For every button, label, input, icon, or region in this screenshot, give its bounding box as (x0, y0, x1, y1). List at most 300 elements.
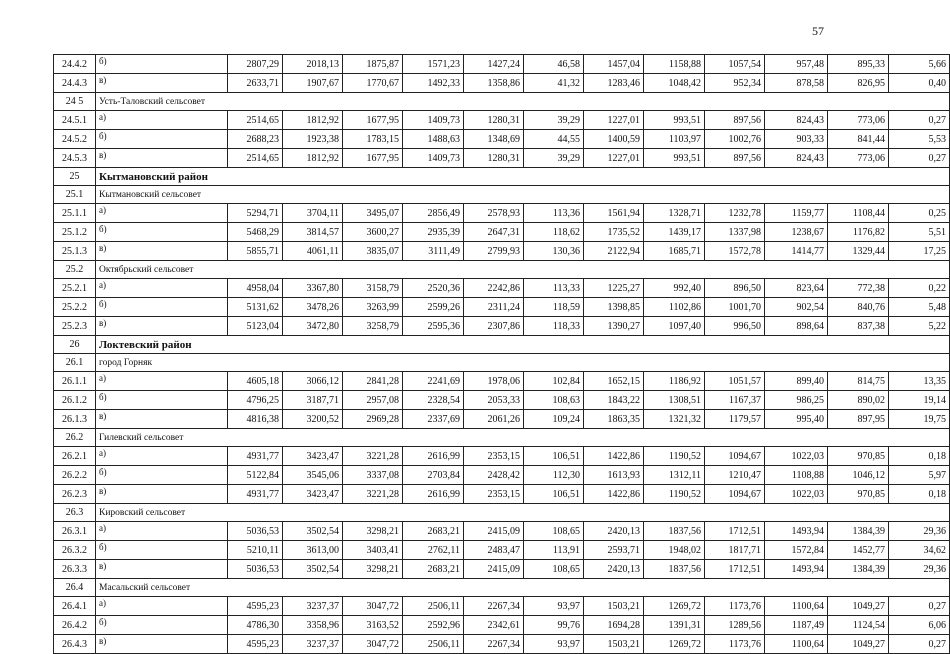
table-cell: 1225,27 (584, 279, 644, 298)
row-code: 25.1.1 (54, 204, 96, 223)
table-cell: 2969,28 (343, 410, 403, 429)
table-cell: 2935,39 (403, 223, 464, 242)
table-row (54, 616, 950, 635)
table-cell: 17,25 (889, 242, 950, 261)
table-cell: 1907,67 (283, 74, 343, 93)
table-cell: 2420,13 (584, 522, 644, 541)
row-code: 26.3 (54, 504, 96, 522)
table-cell: 5,51 (889, 223, 950, 242)
table-cell: 890,02 (828, 391, 889, 410)
table-cell: 2353,15 (464, 447, 524, 466)
table-cell: 0,27 (889, 597, 950, 616)
table-cell: 3835,07 (343, 242, 403, 261)
table-cell: 1048,42 (644, 74, 705, 93)
table-cell: 3358,96 (283, 616, 343, 635)
table-cell: 826,95 (828, 74, 889, 93)
table-cell: 897,56 (705, 149, 765, 168)
row-variant-label: б) (96, 541, 228, 560)
table-cell: 1384,39 (828, 560, 889, 579)
table-cell: 4595,23 (228, 635, 283, 654)
table-row (54, 74, 950, 93)
table-cell: 1227,01 (584, 149, 644, 168)
table-cell: 3613,00 (283, 541, 343, 560)
table-cell: 2514,65 (228, 149, 283, 168)
table-cell: 5122,84 (228, 466, 283, 485)
table-cell: 3263,99 (343, 298, 403, 317)
table-cell: 2337,69 (403, 410, 464, 429)
table-cell: 1561,94 (584, 204, 644, 223)
row-code: 26.2 (54, 429, 96, 447)
table-cell: 1613,93 (584, 466, 644, 485)
table-cell: 3423,47 (283, 485, 343, 504)
section-header-row (54, 354, 950, 372)
table-cell: 4816,38 (228, 410, 283, 429)
table-cell: 898,64 (765, 317, 828, 336)
table-cell: 3423,47 (283, 447, 343, 466)
table-cell: 837,38 (828, 317, 889, 336)
table-cell: 1348,69 (464, 130, 524, 149)
table-cell: 2520,36 (403, 279, 464, 298)
table-cell: 902,54 (765, 298, 828, 317)
table-cell: 3337,08 (343, 466, 403, 485)
table-cell: 2807,29 (228, 55, 283, 74)
table-cell: 3495,07 (343, 204, 403, 223)
table-cell: 113,91 (524, 541, 584, 560)
table-cell: 93,97 (524, 635, 584, 654)
tariff-table (53, 54, 950, 654)
district-header-row (54, 168, 950, 186)
table-cell: 773,06 (828, 111, 889, 130)
row-variant-label: а) (96, 522, 228, 541)
table-cell: 1176,82 (828, 223, 889, 242)
table-cell: 3298,21 (343, 560, 403, 579)
table-cell: 108,65 (524, 560, 584, 579)
table-cell: 952,34 (705, 74, 765, 93)
table-cell: 897,95 (828, 410, 889, 429)
table-cell: 44,55 (524, 130, 584, 149)
table-cell: 1049,27 (828, 597, 889, 616)
section-header-row (54, 579, 950, 597)
row-code: 26.4.3 (54, 635, 96, 654)
table-cell: 19,14 (889, 391, 950, 410)
row-variant-label: б) (96, 223, 228, 242)
table-cell: 993,51 (644, 149, 705, 168)
table-cell: 1452,77 (828, 541, 889, 560)
table-cell: 1051,57 (705, 372, 765, 391)
table-row (54, 635, 950, 654)
table-cell: 29,36 (889, 522, 950, 541)
table-cell: 2506,11 (403, 635, 464, 654)
table-cell: 3502,54 (283, 560, 343, 579)
table-cell: 19,75 (889, 410, 950, 429)
table-cell: 1108,44 (828, 204, 889, 223)
row-variant-label: б) (96, 616, 228, 635)
table-cell: 2428,42 (464, 466, 524, 485)
table-row (54, 391, 950, 410)
table-cell: 102,84 (524, 372, 584, 391)
table-cell: 2242,86 (464, 279, 524, 298)
table-cell: 2578,93 (464, 204, 524, 223)
table-cell: 3158,79 (343, 279, 403, 298)
table-cell: 903,33 (765, 130, 828, 149)
table-cell: 118,33 (524, 317, 584, 336)
table-row (54, 279, 950, 298)
table-cell: 4796,25 (228, 391, 283, 410)
table-cell: 1283,46 (584, 74, 644, 93)
row-code: 24.5.3 (54, 149, 96, 168)
table-cell: 897,56 (705, 111, 765, 130)
table-cell: 39,29 (524, 111, 584, 130)
table-cell: 3298,21 (343, 522, 403, 541)
table-cell: 1694,28 (584, 616, 644, 635)
table-cell: 772,38 (828, 279, 889, 298)
table-cell: 1843,22 (584, 391, 644, 410)
table-cell: 3047,72 (343, 635, 403, 654)
table-cell: 1022,03 (765, 485, 828, 504)
table-cell: 0,27 (889, 149, 950, 168)
table-cell: 1094,67 (705, 485, 765, 504)
table-cell: 1409,73 (403, 111, 464, 130)
table-cell: 3814,57 (283, 223, 343, 242)
section-header-row (54, 261, 950, 279)
table-cell: 896,50 (705, 279, 765, 298)
table-row (54, 111, 950, 130)
table-cell: 112,30 (524, 466, 584, 485)
section-title: Кировский сельсовет (96, 504, 950, 522)
row-code: 26.2.2 (54, 466, 96, 485)
row-variant-label: в) (96, 410, 228, 429)
table-cell: 2683,21 (403, 560, 464, 579)
table-cell: 2122,94 (584, 242, 644, 261)
row-code: 26.2.3 (54, 485, 96, 504)
table-cell: 1308,51 (644, 391, 705, 410)
table-cell: 39,29 (524, 149, 584, 168)
table-cell: 2647,31 (464, 223, 524, 242)
table-cell: 1400,59 (584, 130, 644, 149)
table-cell: 1269,72 (644, 597, 705, 616)
row-code: 26.1 (54, 354, 96, 372)
table-cell: 992,40 (644, 279, 705, 298)
table-cell: 1837,56 (644, 522, 705, 541)
table-cell: 99,76 (524, 616, 584, 635)
table-row (54, 298, 950, 317)
section-title: Усть-Таловский сельсовет (96, 93, 950, 111)
table-cell: 3221,28 (343, 447, 403, 466)
table-cell: 5036,53 (228, 522, 283, 541)
table-cell: 3545,06 (283, 466, 343, 485)
table-cell: 1384,39 (828, 522, 889, 541)
table-cell: 5123,04 (228, 317, 283, 336)
table-cell: 3367,80 (283, 279, 343, 298)
table-cell: 2514,65 (228, 111, 283, 130)
table-cell: 814,75 (828, 372, 889, 391)
table-cell: 1391,31 (644, 616, 705, 635)
table-cell: 5036,53 (228, 560, 283, 579)
section-title: Гилевский сельсовет (96, 429, 950, 447)
row-code: 25.1.2 (54, 223, 96, 242)
table-cell: 3704,11 (283, 204, 343, 223)
row-code: 26.3.2 (54, 541, 96, 560)
table-cell: 5,97 (889, 466, 950, 485)
table-cell: 996,50 (705, 317, 765, 336)
table-cell: 5131,62 (228, 298, 283, 317)
table-cell: 1572,84 (765, 541, 828, 560)
table-cell: 1022,03 (765, 447, 828, 466)
table-cell: 1652,15 (584, 372, 644, 391)
table-cell: 1358,86 (464, 74, 524, 93)
table-cell: 1712,51 (705, 560, 765, 579)
table-cell: 1409,73 (403, 149, 464, 168)
table-cell: 841,44 (828, 130, 889, 149)
table-cell: 1158,88 (644, 55, 705, 74)
table-cell: 5,22 (889, 317, 950, 336)
table-cell: 1422,86 (584, 485, 644, 504)
table-cell: 0,18 (889, 447, 950, 466)
table-cell: 0,22 (889, 279, 950, 298)
table-cell: 113,33 (524, 279, 584, 298)
table-cell: 1572,78 (705, 242, 765, 261)
table-cell: 2703,84 (403, 466, 464, 485)
row-code: 26 (54, 336, 96, 354)
table-cell: 2267,34 (464, 635, 524, 654)
table-cell: 1238,67 (765, 223, 828, 242)
row-variant-label: а) (96, 279, 228, 298)
table-cell: 2018,13 (283, 55, 343, 74)
table-cell: 1173,76 (705, 635, 765, 654)
row-code: 25.1.3 (54, 242, 96, 261)
table-cell: 1493,94 (765, 560, 828, 579)
table-cell: 2592,96 (403, 616, 464, 635)
row-code: 24.5.2 (54, 130, 96, 149)
table-cell: 2633,71 (228, 74, 283, 93)
row-code: 26.1.2 (54, 391, 96, 410)
table-cell: 1677,95 (343, 149, 403, 168)
table-cell: 1100,64 (765, 635, 828, 654)
row-variant-label: в) (96, 560, 228, 579)
table-cell: 108,63 (524, 391, 584, 410)
table-cell: 1503,21 (584, 635, 644, 654)
table-cell: 0,18 (889, 485, 950, 504)
table-cell: 118,62 (524, 223, 584, 242)
table-cell: 1427,24 (464, 55, 524, 74)
row-variant-label: б) (96, 391, 228, 410)
table-cell: 2683,21 (403, 522, 464, 541)
table-cell: 1280,31 (464, 111, 524, 130)
table-cell: 3221,28 (343, 485, 403, 504)
table-cell: 2241,69 (403, 372, 464, 391)
table-cell: 2415,09 (464, 522, 524, 541)
table-cell: 1488,63 (403, 130, 464, 149)
table-cell: 1102,86 (644, 298, 705, 317)
table-cell: 1923,38 (283, 130, 343, 149)
table-cell: 118,59 (524, 298, 584, 317)
table-cell: 1812,92 (283, 111, 343, 130)
district-title: Кытмановский район (96, 168, 950, 186)
table-cell: 1167,37 (705, 391, 765, 410)
table-cell: 1492,33 (403, 74, 464, 93)
table-cell: 3600,27 (343, 223, 403, 242)
table-cell: 2061,26 (464, 410, 524, 429)
table-cell: 3237,37 (283, 635, 343, 654)
row-variant-label: в) (96, 317, 228, 336)
table-cell: 4931,77 (228, 485, 283, 504)
table-cell: 2762,11 (403, 541, 464, 560)
row-code: 26.4 (54, 579, 96, 597)
table-cell: 2267,34 (464, 597, 524, 616)
row-code: 26.3.3 (54, 560, 96, 579)
table-cell: 1685,71 (644, 242, 705, 261)
table-cell: 1414,77 (765, 242, 828, 261)
district-header-row (54, 336, 950, 354)
table-cell: 1280,31 (464, 149, 524, 168)
row-variant-label: в) (96, 485, 228, 504)
table-cell: 1124,54 (828, 616, 889, 635)
section-title: Масальский сельсовет (96, 579, 950, 597)
table-cell: 1103,97 (644, 130, 705, 149)
table-cell: 5855,71 (228, 242, 283, 261)
table-cell: 1173,76 (705, 597, 765, 616)
table-cell: 2415,09 (464, 560, 524, 579)
table-cell: 1571,23 (403, 55, 464, 74)
table-cell: 5,66 (889, 55, 950, 74)
table-cell: 2593,71 (584, 541, 644, 560)
table-row (54, 372, 950, 391)
table-cell: 1002,76 (705, 130, 765, 149)
table-cell: 895,33 (828, 55, 889, 74)
table-cell: 957,48 (765, 55, 828, 74)
table-cell: 106,51 (524, 485, 584, 504)
table-cell: 1677,95 (343, 111, 403, 130)
row-code: 25.2.1 (54, 279, 96, 298)
table-cell: 4931,77 (228, 447, 283, 466)
table-cell: 899,40 (765, 372, 828, 391)
table-cell: 2595,36 (403, 317, 464, 336)
table-cell: 1179,57 (705, 410, 765, 429)
table-cell: 46,58 (524, 55, 584, 74)
table-cell: 1100,64 (765, 597, 828, 616)
table-row (54, 242, 950, 261)
row-variant-label: а) (96, 597, 228, 616)
row-code: 26.1.1 (54, 372, 96, 391)
table-cell: 970,85 (828, 485, 889, 504)
table-cell: 1863,35 (584, 410, 644, 429)
table-cell: 4061,11 (283, 242, 343, 261)
table-cell: 1735,52 (584, 223, 644, 242)
table-row (54, 447, 950, 466)
table-cell: 1328,71 (644, 204, 705, 223)
table-cell: 2616,99 (403, 485, 464, 504)
section-title: Октябрьский сельсовет (96, 261, 950, 279)
table-cell: 2420,13 (584, 560, 644, 579)
table-cell: 1503,21 (584, 597, 644, 616)
row-variant-label: а) (96, 111, 228, 130)
section-header-row (54, 186, 950, 204)
section-header-row (54, 504, 950, 522)
table-cell: 1712,51 (705, 522, 765, 541)
section-header-row (54, 429, 950, 447)
table-cell: 3472,80 (283, 317, 343, 336)
table-cell: 993,51 (644, 111, 705, 130)
table-cell: 878,58 (765, 74, 828, 93)
table-cell: 1948,02 (644, 541, 705, 560)
table-cell: 1457,04 (584, 55, 644, 74)
row-code: 25.2.2 (54, 298, 96, 317)
table-cell: 2307,86 (464, 317, 524, 336)
table-cell: 4595,23 (228, 597, 283, 616)
table-cell: 3200,52 (283, 410, 343, 429)
row-code: 24.4.3 (54, 74, 96, 93)
table-cell: 34,62 (889, 541, 950, 560)
table-cell: 823,64 (765, 279, 828, 298)
table-cell: 1493,94 (765, 522, 828, 541)
table-cell: 1875,87 (343, 55, 403, 74)
table-cell: 3502,54 (283, 522, 343, 541)
table-cell: 2353,15 (464, 485, 524, 504)
table-cell: 3047,72 (343, 597, 403, 616)
table-cell: 3187,71 (283, 391, 343, 410)
table-cell: 5,53 (889, 130, 950, 149)
table-cell: 5468,29 (228, 223, 283, 242)
table-cell: 2856,49 (403, 204, 464, 223)
row-code: 26.4.2 (54, 616, 96, 635)
table-cell: 1159,77 (765, 204, 828, 223)
table-cell: 1289,56 (705, 616, 765, 635)
section-title: Кытмановский сельсовет (96, 186, 950, 204)
table-cell: 1312,11 (644, 466, 705, 485)
table-cell: 1398,85 (584, 298, 644, 317)
row-code: 26.3.1 (54, 522, 96, 541)
table-cell: 840,76 (828, 298, 889, 317)
row-code: 25.1 (54, 186, 96, 204)
table-row (54, 149, 950, 168)
row-code: 26.4.1 (54, 597, 96, 616)
table-row (54, 223, 950, 242)
table-cell: 13,35 (889, 372, 950, 391)
table-row (54, 410, 950, 429)
table-row (54, 55, 950, 74)
table-cell: 2957,08 (343, 391, 403, 410)
table-cell: 3066,12 (283, 372, 343, 391)
row-code: 25.2 (54, 261, 96, 279)
table-row (54, 130, 950, 149)
table-cell: 1190,52 (644, 447, 705, 466)
table-cell: 1094,67 (705, 447, 765, 466)
table-cell: 113,36 (524, 204, 584, 223)
table-cell: 2799,93 (464, 242, 524, 261)
table-cell: 108,65 (524, 522, 584, 541)
table-cell: 773,06 (828, 149, 889, 168)
table-cell: 1770,67 (343, 74, 403, 93)
table-cell: 1001,70 (705, 298, 765, 317)
table-row (54, 466, 950, 485)
table-cell: 1227,01 (584, 111, 644, 130)
table-cell: 1097,40 (644, 317, 705, 336)
table-cell: 3237,37 (283, 597, 343, 616)
table-cell: 1783,15 (343, 130, 403, 149)
table-cell: 1057,54 (705, 55, 765, 74)
table-cell: 1186,92 (644, 372, 705, 391)
row-code: 26.2.1 (54, 447, 96, 466)
table-cell: 0,27 (889, 111, 950, 130)
table-cell: 986,25 (765, 391, 828, 410)
table-cell: 41,32 (524, 74, 584, 93)
table-cell: 1049,27 (828, 635, 889, 654)
section-header-row (54, 93, 950, 111)
table-cell: 2688,23 (228, 130, 283, 149)
table-row (54, 560, 950, 579)
table-row (54, 522, 950, 541)
page-number: 57 (812, 24, 824, 38)
